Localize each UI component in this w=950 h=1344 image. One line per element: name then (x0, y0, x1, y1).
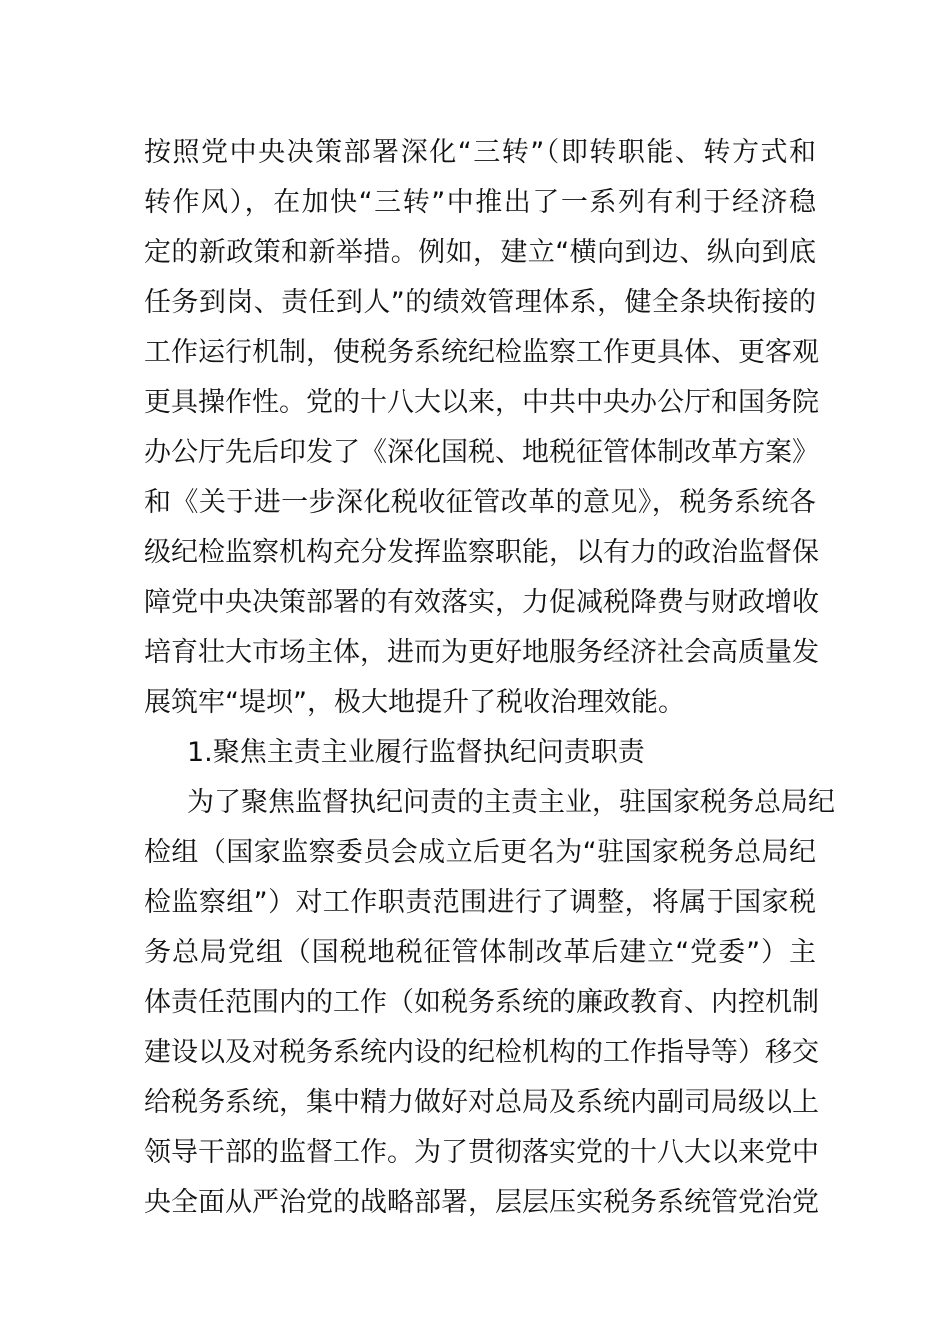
section-heading: 1.聚焦主责主业履行监督执纪问责职责 (187, 737, 645, 768)
paragraph-line: 工作运行机制，使税务系统纪检监察工作更具体、更客观 (144, 337, 819, 368)
paragraph-line: 按照党中央决策部署深化“三转”（即转职能、转方式和 (144, 137, 816, 168)
paragraph-line: 障党中央决策部署的有效落实，力促减税降费与财政增收 (144, 587, 819, 618)
paragraph-line: 更具操作性。党的十八大以来，中共中央办公厅和国务院 (144, 387, 819, 418)
paragraph-line: 为了聚焦监督执纪问责的主责主业，驻国家税务总局纪 (187, 787, 835, 818)
paragraph-line: 给税务系统，集中精力做好对总局及系统内副司局级以上 (144, 1087, 819, 1118)
paragraph-line: 培育壮大市场主体，进而为更好地服务经济社会高质量发 (144, 637, 819, 668)
paragraph-line: 定的新政策和新举措。例如，建立“横向到边、纵向到底 (144, 237, 816, 268)
paragraph-line: 检组（国家监察委员会成立后更名为“驻国家税务总局纪 (144, 837, 816, 868)
paragraph-line: 领导干部的监督工作。为了贯彻落实党的十八大以来党中 (144, 1137, 819, 1168)
paragraph-line: 展筑牢“堤坝”，极大地提升了税收治理效能。 (144, 687, 685, 718)
paragraph-line: 务总局党组（国税地税征管体制改革后建立“党委”）主 (144, 937, 816, 968)
paragraph-line: 和《关于进一步深化税收征管改革的意见》，税务系统各 (144, 487, 816, 518)
paragraph-line: 转作风），在加快“三转”中推出了一系列有利于经济稳 (144, 187, 816, 218)
paragraph-line: 级纪检监察机构充分发挥监察职能，以有力的政治监督保 (144, 537, 819, 568)
paragraph-line: 建设以及对税务系统内设的纪检机构的工作指导等）移交 (144, 1037, 819, 1068)
paragraph-line: 检监察组”）对工作职责范围进行了调整，将属于国家税 (144, 887, 816, 918)
paragraph-line: 体责任范围内的工作（如税务系统的廉政教育、内控机制 (144, 987, 819, 1018)
paragraph-line: 央全面从严治党的战略部署，层层压实税务系统管党治党 (144, 1187, 819, 1218)
paragraph-line: 办公厅先后印发了《深化国税、地税征管体制改革方案》 (144, 437, 819, 468)
paragraph-line: 任务到岗、责任到人”的绩效管理体系，健全条块衔接的 (144, 287, 816, 318)
